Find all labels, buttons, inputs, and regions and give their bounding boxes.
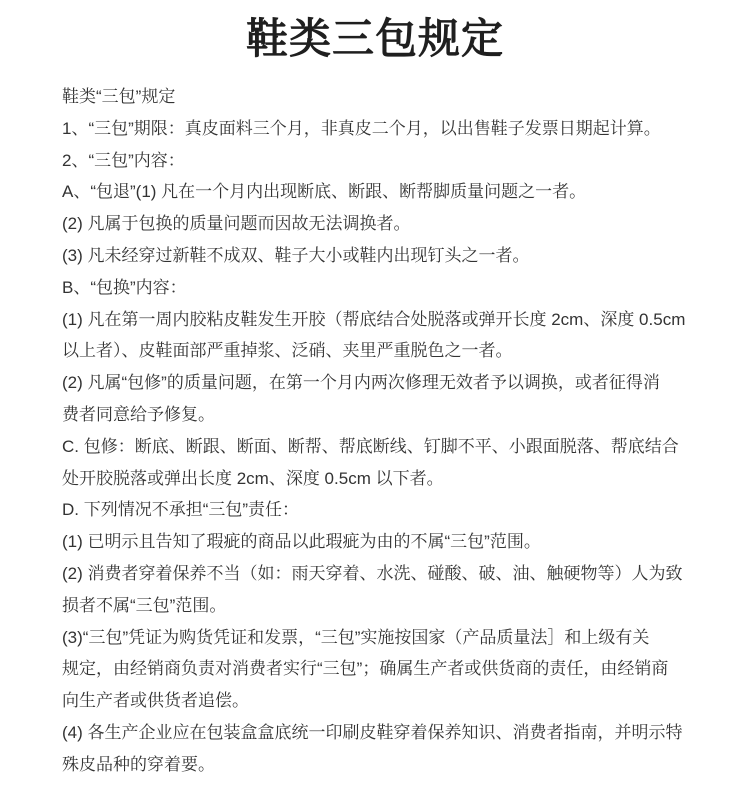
document-line: (1) 凡在第一周内胶粘皮鞋发生开胶（帮底结合处脱落或弹开长度 2cm、深度 0.5cm: [62, 309, 686, 329]
document-line: 殊皮品种的穿着要。: [62, 754, 215, 774]
document-line: C. 包修：断底、断跟、断面、断帮、帮底断线、钉脚不平、小跟面脱落、帮底结合: [62, 436, 679, 456]
document-subtitle: 鞋类“三包”规定: [62, 87, 176, 106]
document-line: 规定，由经销商负责对消费者实行“三包”；确属生产者或供货商的责任，由经销商: [62, 659, 669, 679]
document-line: 处开胶脱落或弹出长度 2cm、深度 0.5cm 以下者。: [62, 468, 444, 488]
document-line: (2) 凡属于包换的质量问题而因故无法调换者。: [62, 214, 411, 234]
document-line: (4) 各生产企业应在包装盒盒底统一印刷皮鞋穿着保养知识、消费者指南，并明示特: [62, 722, 683, 742]
page-title: 鞋类三包规定: [245, 15, 504, 62]
document-line: D. 下列情况不承担“三包”责任：: [62, 500, 300, 520]
document-page: [0, 12, 750, 786]
document-line: 向生产者或供货者追偿。: [62, 691, 249, 711]
document-line: (3) 凡未经穿过新鞋不成双、鞋子大小或鞋内出现钉头之一者。: [62, 245, 530, 265]
document-line: 1、“三包”期限：真皮面料三个月，非真皮二个月，以出售鞋子发票日期起计算。: [62, 118, 661, 138]
document-line: (2) 凡属“包修”的质量问题，在第一个月内两次修理无效者予以调换，或者征得消: [62, 373, 660, 393]
document-line: B、“包换”内容：: [62, 277, 187, 297]
document-line: 费者同意给予修复。: [62, 404, 215, 424]
document-line: 以上者）、皮鞋面部严重掉浆、泛硝、夹里严重脱色之一者。: [62, 341, 513, 361]
document-line: (3)“三包”凭证为购货凭证和发票，“三包”实施按国家（产品质量法］和上级有关: [62, 627, 650, 647]
document-body: [62, 81, 692, 781]
document-line: A、“包退”(1) 凡在一个月内出现断底、断跟、断帮脚质量问题之一者。: [62, 182, 587, 202]
document-line: (1) 已明示且告知了瑕疵的商品以此瑕疵为由的不属“三包”范围。: [62, 532, 541, 552]
document-line: 2、“三包”内容：: [62, 150, 185, 170]
document-line: 损者不属“三包”范围。: [62, 595, 227, 615]
document-line: (2) 消费者穿着保养不当（如：雨天穿着、水洗、碰酸、破、油、触硬物等）人为致: [62, 563, 683, 583]
